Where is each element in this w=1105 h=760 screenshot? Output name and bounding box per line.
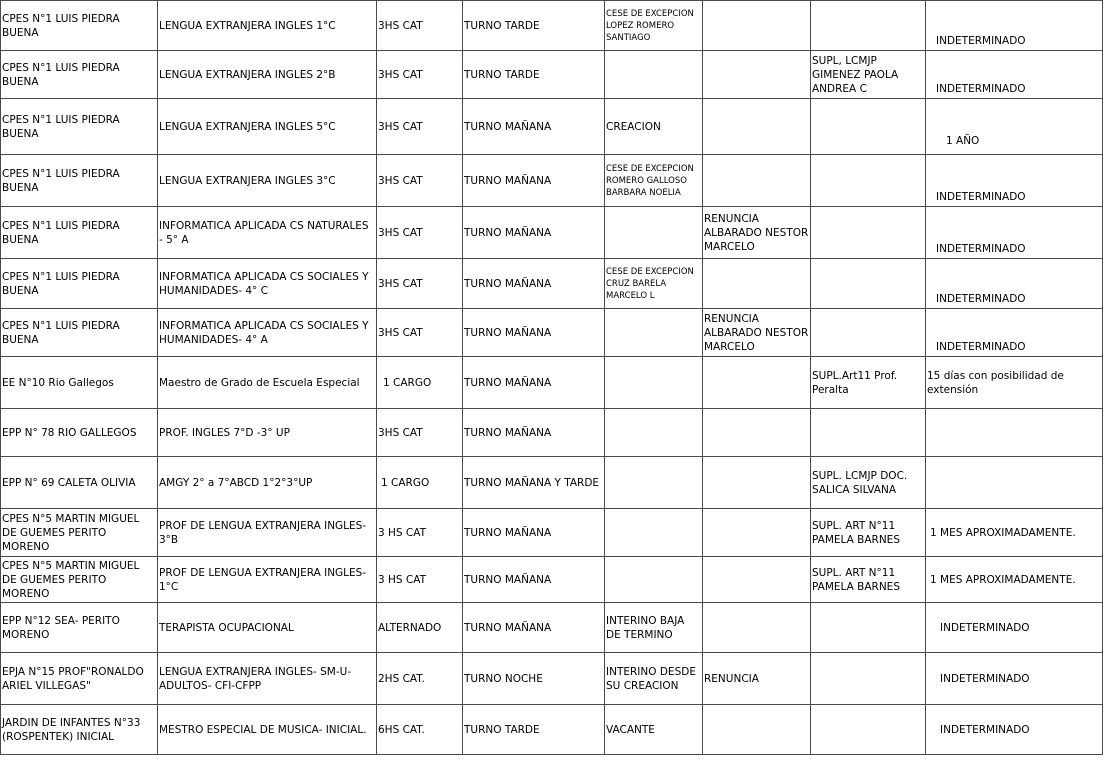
hours-cell: 3HS CAT [377,155,463,207]
shift-cell: TURNO MAÑANA [463,155,605,207]
school-cell: EPP N°12 SEA- PERITO MORENO [1,603,158,653]
reason-cell [605,309,703,357]
school-cell: CPES N°1 LUIS PIEDRA BUENA [1,207,158,259]
school-cell: CPES N°1 LUIS PIEDRA BUENA [1,309,158,357]
school-cell: EE N°10 Rio Gallegos [1,357,158,409]
subject-cell: AMGY 2° a 7°ABCD 1°2°3°UP [158,457,377,509]
shift-cell: TURNO MAÑANA [463,409,605,457]
subject-cell: LENGUA EXTRANJERA INGLES 5°C [158,99,377,155]
shift-cell: TURNO MAÑANA [463,357,605,409]
subject-cell: INFORMATICA APLICADA CS NATURALES - 5° A [158,207,377,259]
subject-cell: MESTRO ESPECIAL DE MUSICA- INICIAL. [158,705,377,755]
reason-cell [605,409,703,457]
shift-cell: TURNO MAÑANA [463,603,605,653]
shift-cell: TURNO MAÑANA [463,207,605,259]
reason-cell [605,457,703,509]
subject-cell: PROF DE LENGUA EXTRANJERA INGLES- 1°C [158,557,377,603]
school-cell: JARDIN DE INFANTES N°33 (ROSPENTEK) INICIAL [1,705,158,755]
hours-cell: ALTERNADO [377,603,463,653]
reason2-cell [703,557,811,603]
reason-cell: CESE DE EXCEPCION CRUZ BARELA MARCELO L [605,259,703,309]
duration-cell: 1 AÑO [926,99,1103,155]
hours-cell: 3HS CAT [377,207,463,259]
table-row [1,207,1103,259]
duration-cell: INDETERMINADO [926,705,1103,755]
reason2-cell: RENUNCIA ALBARADO NESTOR MARCELO [703,309,811,357]
table-row [1,155,1103,207]
reason-cell [605,207,703,259]
reason2-cell [703,155,811,207]
subject-cell: LENGUA EXTRANJERA INGLES 2°B [158,51,377,99]
subject-cell: Maestro de Grado de Escuela Especial [158,357,377,409]
school-cell: CPES N°1 LUIS PIEDRA BUENA [1,1,158,51]
notes-cell: SUPL. ART N°11 PAMELA BARNES [811,557,926,603]
hours-cell: 3 HS CAT [377,557,463,603]
duration-cell: INDETERMINADO [926,207,1103,259]
table-row [1,409,1103,457]
shift-cell: TURNO MAÑANA [463,309,605,357]
shift-cell: TURNO TARDE [463,705,605,755]
table-row [1,705,1103,755]
reason-cell: CREACION [605,99,703,155]
notes-cell [811,705,926,755]
subject-cell: INFORMATICA APLICADA CS SOCIALES Y HUMANIDADES- 4° A [158,309,377,357]
reason-cell: INTERINO BAJA DE TERMINO [605,603,703,653]
table-row [1,509,1103,557]
duration-cell: 1 MES APROXIMADAMENTE. [926,509,1103,557]
reason2-cell [703,705,811,755]
hours-cell: 3HS CAT [377,51,463,99]
reason2-cell [703,603,811,653]
duration-cell: INDETERMINADO [926,51,1103,99]
notes-cell [811,99,926,155]
school-cell: CPES N°1 LUIS PIEDRA BUENA [1,259,158,309]
table-row [1,457,1103,509]
reason2-cell [703,51,811,99]
school-cell: CPES N°5 MARTIN MIGUEL DE GUEMES PERITO MORENO [1,557,158,603]
subject-cell: TERAPISTA OCUPACIONAL [158,603,377,653]
notes-cell: SUPL.Art11 Prof. Peralta [811,357,926,409]
reason2-cell: RENUNCIA ALBARADO NESTOR MARCELO [703,207,811,259]
subject-cell: LENGUA EXTRANJERA INGLES- SM-U-ADULTOS- CFI-CFPP [158,653,377,705]
hours-cell: 2HS CAT. [377,653,463,705]
reason-cell: INTERINO DESDE SU CREACION [605,653,703,705]
notes-cell [811,603,926,653]
duration-cell: 1 MES APROXIMADAMENTE. [926,557,1103,603]
shift-cell: TURNO MAÑANA [463,509,605,557]
notes-cell [811,207,926,259]
notes-cell [811,409,926,457]
hours-cell: 3 HS CAT [377,509,463,557]
duration-cell: INDETERMINADO [926,155,1103,207]
table-row [1,51,1103,99]
reason2-cell [703,99,811,155]
notes-cell [811,259,926,309]
school-cell: CPES N°1 LUIS PIEDRA BUENA [1,51,158,99]
duration-cell [926,457,1103,509]
duration-cell [926,409,1103,457]
table-row [1,557,1103,603]
reason-cell [605,509,703,557]
duration-cell: INDETERMINADO [926,259,1103,309]
school-cell: EPP N° 78 RIO GALLEGOS [1,409,158,457]
hours-cell: 1 CARGO [377,357,463,409]
reason-cell [605,51,703,99]
duration-cell: INDETERMINADO [926,653,1103,705]
hours-cell: 3HS CAT [377,99,463,155]
reason-cell: VACANTE [605,705,703,755]
subject-cell: PROF DE LENGUA EXTRANJERA INGLES- 3°B [158,509,377,557]
notes-cell [811,1,926,51]
hours-cell: 3HS CAT [377,1,463,51]
hours-cell: 3HS CAT [377,409,463,457]
reason2-cell [703,1,811,51]
table-row [1,309,1103,357]
shift-cell: TURNO MAÑANA [463,259,605,309]
hours-cell: 6HS CAT. [377,705,463,755]
shift-cell: TURNO TARDE [463,51,605,99]
school-cell: CPES N°1 LUIS PIEDRA BUENA [1,155,158,207]
duration-cell: INDETERMINADO [926,603,1103,653]
duration-cell: 15 días con posibilidad de extensión [926,357,1103,409]
subject-cell: LENGUA EXTRANJERA INGLES 1°C [158,1,377,51]
notes-cell: SUPL. LCMJP DOC. SALICA SILVANA [811,457,926,509]
notes-cell: SUPL, LCMJP GIMENEZ PAOLA ANDREA C [811,51,926,99]
notes-cell [811,155,926,207]
hours-cell: 1 CARGO [377,457,463,509]
shift-cell: TURNO MAÑANA [463,557,605,603]
hours-cell: 3HS CAT [377,259,463,309]
hours-cell: 3HS CAT [377,309,463,357]
notes-cell [811,309,926,357]
notes-cell [811,653,926,705]
reason-cell [605,357,703,409]
subject-cell: LENGUA EXTRANJERA INGLES 3°C [158,155,377,207]
shift-cell: TURNO MAÑANA Y TARDE [463,457,605,509]
reason2-cell [703,457,811,509]
reason2-cell [703,509,811,557]
table-row [1,99,1103,155]
reason-cell: CESE DE EXCEPCION LOPEZ ROMERO SANTIAGO [605,1,703,51]
reason2-cell: RENUNCIA [703,653,811,705]
school-cell: CPES N°1 LUIS PIEDRA BUENA [1,99,158,155]
subject-cell: INFORMATICA APLICADA CS SOCIALES Y HUMANIDADES- 4° C [158,259,377,309]
subject-cell: PROF. INGLES 7°D -3° UP [158,409,377,457]
shift-cell: TURNO TARDE [463,1,605,51]
notes-cell: SUPL. ART N°11 PAMELA BARNES [811,509,926,557]
table-row [1,259,1103,309]
school-cell: CPES N°5 MARTIN MIGUEL DE GUEMES PERITO MORENO [1,509,158,557]
table-row [1,357,1103,409]
table-row [1,603,1103,653]
reason-cell [605,557,703,603]
shift-cell: TURNO NOCHE [463,653,605,705]
table-row [1,653,1103,705]
school-cell: EPP N° 69 CALETA OLIVIA [1,457,158,509]
reason2-cell [703,409,811,457]
shift-cell: TURNO MAÑANA [463,99,605,155]
duration-cell: INDETERMINADO [926,1,1103,51]
table-row [1,1,1103,51]
school-cell: EPJA N°15 PROF"RONALDO ARIEL VILLEGAS" [1,653,158,705]
reason2-cell [703,259,811,309]
duration-cell: INDETERMINADO [926,309,1103,357]
reason2-cell [703,357,811,409]
reason-cell: CESE DE EXCEPCION ROMERO GALLOSO BARBARA NOELIA [605,155,703,207]
